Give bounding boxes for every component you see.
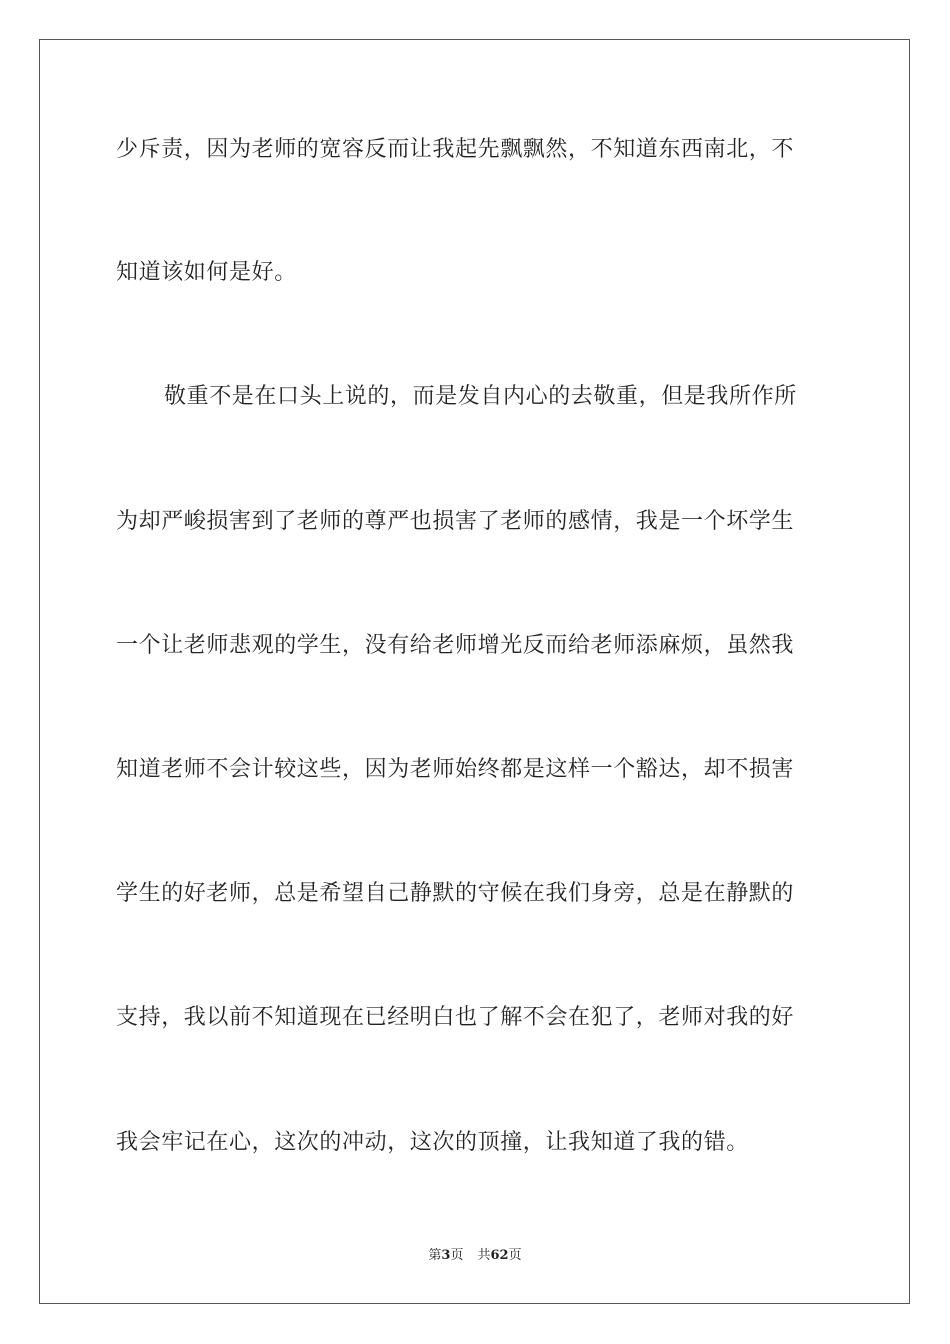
text-line: 我会牢记在心，这次的冲动，这次的顶撞，让我知道了我的错。 [116,1130,749,1155]
text-line: 一个让老师悲观的学生，没有给老师增光反而给老师添麻烦，虽然我 [116,633,795,658]
page-number: 3 [441,1248,451,1263]
page-border [39,39,910,1304]
paragraph-first-line: 敬重不是在口头上说的，而是发自内心的去敬重，但是我所作所 [164,384,797,409]
page-prefix: 第 [428,1248,442,1263]
text-line: 知道老师不会计较这些，因为老师始终都是这样一个豁达，却不损害 [116,757,795,782]
text-line: 为却严峻损害到了老师的尊严也损害了老师的感情，我是一个坏学生 [116,509,795,534]
text-line: 知道该如何是好。 [116,260,297,285]
page-suffix: 页 [450,1248,464,1263]
text-line: 学生的好老师，总是希望自己静默的守候在我们身旁，总是在静默的 [116,881,795,906]
text-line: 少斥责，因为老师的宽容反而让我起先飘飘然，不知道东西南北，不 [116,137,795,162]
total-prefix: 共 [477,1248,491,1263]
total-suffix: 页 [508,1248,522,1263]
total-pages: 62 [490,1248,509,1263]
page-footer [0,1248,950,1264]
text-line: 支持，我以前不知道现在已经明白也了解不会在犯了，老师对我的好 [116,1005,795,1030]
